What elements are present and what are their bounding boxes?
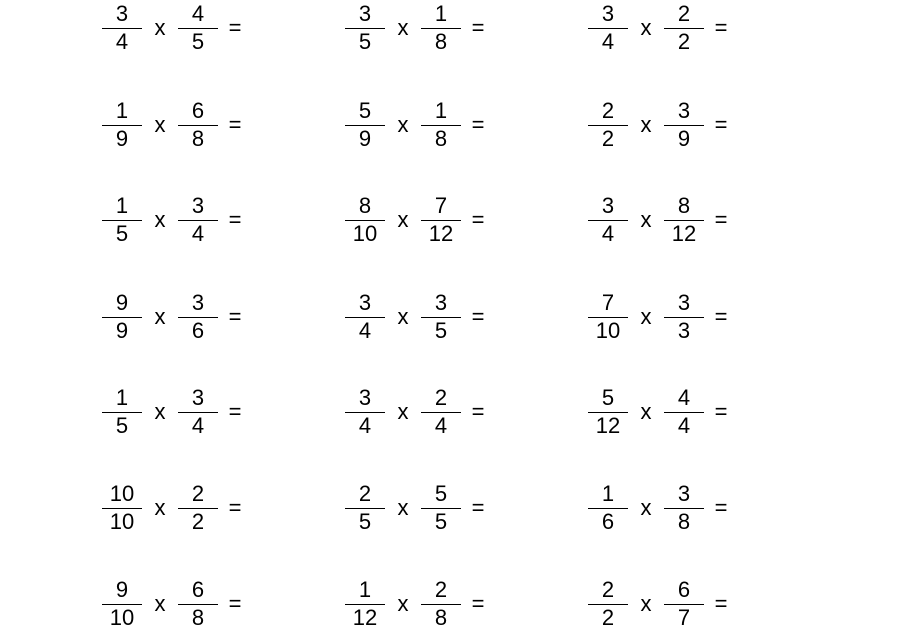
denominator: 10 xyxy=(595,318,621,343)
numerator: 8 xyxy=(677,193,691,218)
numerator: 2 xyxy=(434,577,448,602)
problem-r7-c1 xyxy=(102,574,272,634)
denominator: 6 xyxy=(191,318,205,343)
denominator: 5 xyxy=(358,29,372,54)
denominator: 4 xyxy=(677,413,691,438)
numerator: 2 xyxy=(358,481,372,506)
numerator: 6 xyxy=(191,577,205,602)
times-sign: x xyxy=(154,112,166,137)
fraction-a xyxy=(588,287,628,347)
fraction-a xyxy=(345,0,385,58)
fraction-a xyxy=(102,287,142,347)
fraction-b xyxy=(421,287,461,347)
fraction-b xyxy=(178,0,218,58)
times-sign: x xyxy=(397,304,409,329)
fraction-a xyxy=(345,190,385,250)
numerator: 3 xyxy=(677,98,691,123)
fraction-a xyxy=(345,287,385,347)
numerator: 4 xyxy=(191,1,205,26)
numerator: 3 xyxy=(358,385,372,410)
fraction-b xyxy=(421,190,461,250)
times-sign: x xyxy=(397,399,409,424)
denominator: 9 xyxy=(115,318,129,343)
times-sign: x xyxy=(397,591,409,616)
denominator: 5 xyxy=(115,221,129,246)
numerator: 3 xyxy=(677,290,691,315)
denominator: 8 xyxy=(434,126,448,151)
denominator: 8 xyxy=(434,605,448,630)
problem-r4-c2 xyxy=(345,287,515,347)
problem-r7-c3 xyxy=(588,574,758,634)
numerator: 3 xyxy=(358,1,372,26)
fraction-a xyxy=(102,478,142,538)
denominator: 10 xyxy=(109,509,135,534)
denominator: 12 xyxy=(671,221,697,246)
numerator: 5 xyxy=(358,98,372,123)
numerator: 3 xyxy=(191,193,205,218)
numerator: 3 xyxy=(358,290,372,315)
numerator: 8 xyxy=(358,193,372,218)
equals-sign: = xyxy=(228,591,242,616)
denominator: 2 xyxy=(191,509,205,534)
denominator: 10 xyxy=(352,221,378,246)
denominator: 4 xyxy=(358,413,372,438)
denominator: 4 xyxy=(115,29,129,54)
denominator: 7 xyxy=(677,605,691,630)
times-sign: x xyxy=(640,304,652,329)
fraction-b xyxy=(421,0,461,58)
denominator: 8 xyxy=(191,605,205,630)
fraction-b xyxy=(664,95,704,155)
problem-r2-c1 xyxy=(102,95,272,155)
denominator: 12 xyxy=(428,221,454,246)
equals-sign: = xyxy=(228,495,242,520)
times-sign: x xyxy=(154,591,166,616)
equals-sign: = xyxy=(228,112,242,137)
problem-r7-c2 xyxy=(345,574,515,634)
denominator: 5 xyxy=(191,29,205,54)
fraction-b xyxy=(664,190,704,250)
times-sign: x xyxy=(397,112,409,137)
problem-r4-c3 xyxy=(588,287,758,347)
fraction-a xyxy=(345,382,385,442)
problem-r6-c1 xyxy=(102,478,272,538)
problem-r1-c3 xyxy=(588,0,758,58)
times-sign: x xyxy=(640,399,652,424)
numerator: 2 xyxy=(601,577,615,602)
equals-sign: = xyxy=(714,399,728,424)
numerator: 7 xyxy=(601,290,615,315)
fraction-b xyxy=(421,95,461,155)
denominator: 12 xyxy=(352,605,378,630)
denominator: 8 xyxy=(191,126,205,151)
times-sign: x xyxy=(397,495,409,520)
problem-r5-c2 xyxy=(345,382,515,442)
equals-sign: = xyxy=(471,15,485,40)
problem-r2-c3 xyxy=(588,95,758,155)
times-sign: x xyxy=(397,207,409,232)
problem-r5-c1 xyxy=(102,382,272,442)
equals-sign: = xyxy=(714,112,728,137)
fraction-b xyxy=(421,478,461,538)
fraction-a xyxy=(588,382,628,442)
fraction-b xyxy=(421,574,461,634)
fraction-b xyxy=(664,382,704,442)
denominator: 2 xyxy=(601,126,615,151)
equals-sign: = xyxy=(714,15,728,40)
denominator: 3 xyxy=(677,318,691,343)
denominator: 6 xyxy=(601,509,615,534)
numerator: 6 xyxy=(191,98,205,123)
fraction-a xyxy=(588,478,628,538)
numerator: 1 xyxy=(434,1,448,26)
problem-r3-c2 xyxy=(345,190,515,250)
times-sign: x xyxy=(640,591,652,616)
fraction-a xyxy=(588,190,628,250)
fraction-b xyxy=(664,574,704,634)
equals-sign: = xyxy=(471,304,485,329)
equals-sign: = xyxy=(714,207,728,232)
numerator: 3 xyxy=(601,1,615,26)
numerator: 1 xyxy=(115,98,129,123)
equals-sign: = xyxy=(471,112,485,137)
denominator: 9 xyxy=(115,126,129,151)
problem-r2-c2 xyxy=(345,95,515,155)
equals-sign: = xyxy=(228,399,242,424)
numerator: 1 xyxy=(115,193,129,218)
times-sign: x xyxy=(640,112,652,137)
times-sign: x xyxy=(154,399,166,424)
fraction-b xyxy=(178,478,218,538)
equals-sign: = xyxy=(714,591,728,616)
denominator: 4 xyxy=(434,413,448,438)
fraction-a xyxy=(102,190,142,250)
numerator: 2 xyxy=(434,385,448,410)
denominator: 4 xyxy=(358,318,372,343)
fraction-b xyxy=(178,190,218,250)
denominator: 12 xyxy=(595,413,621,438)
numerator: 9 xyxy=(115,290,129,315)
denominator: 4 xyxy=(191,221,205,246)
times-sign: x xyxy=(154,304,166,329)
fraction-a xyxy=(102,382,142,442)
problem-r3-c3 xyxy=(588,190,758,250)
times-sign: x xyxy=(397,15,409,40)
times-sign: x xyxy=(154,207,166,232)
problem-r5-c3 xyxy=(588,382,758,442)
fraction-a xyxy=(345,574,385,634)
times-sign: x xyxy=(640,15,652,40)
numerator: 3 xyxy=(191,385,205,410)
equals-sign: = xyxy=(471,399,485,424)
numerator: 3 xyxy=(677,481,691,506)
denominator: 9 xyxy=(677,126,691,151)
equals-sign: = xyxy=(471,207,485,232)
numerator: 6 xyxy=(677,577,691,602)
problem-r1-c1 xyxy=(102,0,272,58)
times-sign: x xyxy=(154,495,166,520)
fraction-a xyxy=(102,95,142,155)
numerator: 4 xyxy=(677,385,691,410)
fraction-b xyxy=(664,0,704,58)
denominator: 5 xyxy=(115,413,129,438)
times-sign: x xyxy=(640,207,652,232)
denominator: 5 xyxy=(434,509,448,534)
numerator: 2 xyxy=(191,481,205,506)
denominator: 4 xyxy=(191,413,205,438)
denominator: 8 xyxy=(434,29,448,54)
denominator: 4 xyxy=(601,221,615,246)
numerator: 1 xyxy=(434,98,448,123)
numerator: 1 xyxy=(115,385,129,410)
denominator: 8 xyxy=(677,509,691,534)
problem-r3-c1 xyxy=(102,190,272,250)
numerator: 5 xyxy=(434,481,448,506)
denominator: 4 xyxy=(601,29,615,54)
fraction-b xyxy=(178,574,218,634)
denominator: 9 xyxy=(358,126,372,151)
numerator: 1 xyxy=(358,577,372,602)
times-sign: x xyxy=(154,15,166,40)
problem-r4-c1 xyxy=(102,287,272,347)
fraction-b xyxy=(178,382,218,442)
fraction-a xyxy=(588,95,628,155)
numerator: 3 xyxy=(191,290,205,315)
denominator: 2 xyxy=(601,605,615,630)
numerator: 2 xyxy=(601,98,615,123)
fraction-b xyxy=(664,478,704,538)
equals-sign: = xyxy=(228,207,242,232)
equals-sign: = xyxy=(471,591,485,616)
equals-sign: = xyxy=(228,304,242,329)
denominator: 2 xyxy=(677,29,691,54)
denominator: 5 xyxy=(358,509,372,534)
problem-r6-c3 xyxy=(588,478,758,538)
fraction-b xyxy=(664,287,704,347)
fraction-b xyxy=(178,287,218,347)
numerator: 9 xyxy=(115,577,129,602)
problem-r6-c2 xyxy=(345,478,515,538)
problem-r1-c2 xyxy=(345,0,515,58)
numerator: 2 xyxy=(677,1,691,26)
fraction-a xyxy=(102,0,142,58)
equals-sign: = xyxy=(714,304,728,329)
fraction-b xyxy=(421,382,461,442)
numerator: 1 xyxy=(601,481,615,506)
fraction-a xyxy=(102,574,142,634)
numerator: 3 xyxy=(115,1,129,26)
equals-sign: = xyxy=(471,495,485,520)
numerator: 3 xyxy=(434,290,448,315)
denominator: 10 xyxy=(109,605,135,630)
fraction-a xyxy=(345,478,385,538)
fraction-a xyxy=(588,574,628,634)
numerator: 3 xyxy=(601,193,615,218)
equals-sign: = xyxy=(714,495,728,520)
fraction-b xyxy=(178,95,218,155)
numerator: 10 xyxy=(109,481,135,506)
equals-sign: = xyxy=(228,15,242,40)
numerator: 7 xyxy=(434,193,448,218)
times-sign: x xyxy=(640,495,652,520)
fraction-a xyxy=(588,0,628,58)
fraction-a xyxy=(345,95,385,155)
denominator: 5 xyxy=(434,318,448,343)
numerator: 5 xyxy=(601,385,615,410)
